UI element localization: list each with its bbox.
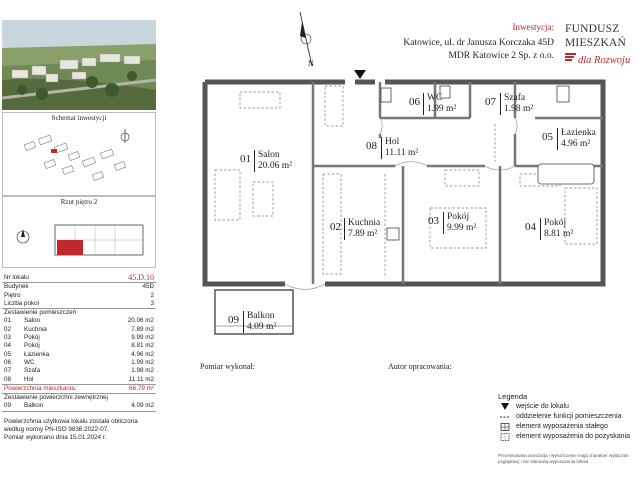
logo-line-2: MIESZKAŃ bbox=[565, 37, 627, 49]
unit-info-table bbox=[2, 274, 156, 443]
table-cell-area: 1.99 m2 bbox=[131, 358, 154, 366]
table-cell-name: Kuchnia bbox=[24, 325, 47, 333]
room-02-name: Kuchnia bbox=[348, 218, 381, 228]
table-cell-area: 9.99 m2 bbox=[131, 334, 154, 342]
legend-title: Legenda bbox=[498, 392, 528, 401]
room-04-number: 04 bbox=[525, 221, 536, 233]
table-row bbox=[2, 367, 156, 375]
dashed-line-icon bbox=[500, 413, 510, 421]
aerial-photo bbox=[2, 20, 156, 110]
table-cell-area: 4.96 m2 bbox=[131, 350, 154, 358]
table-row bbox=[2, 342, 156, 350]
optional-equipment-icon bbox=[500, 433, 510, 441]
table-row bbox=[2, 351, 156, 359]
room-08-number: 08 bbox=[366, 140, 377, 152]
note-line-2: według normy PN-ISO 9836:2022-07. bbox=[4, 426, 110, 434]
table-row bbox=[2, 359, 156, 367]
ext-header: Zestawienie powierzchni zewnętrznej bbox=[4, 394, 108, 402]
table-cell-area: 4.09 m2 bbox=[131, 402, 154, 410]
floor-plan-thumb bbox=[5, 207, 153, 267]
room-03-number: 03 bbox=[428, 215, 439, 227]
room-06-area: 1.99 m² bbox=[427, 104, 457, 114]
table-cell-n: 02 bbox=[4, 325, 12, 333]
floor-value: 2 bbox=[150, 291, 154, 299]
legend-item-optional bbox=[498, 432, 640, 442]
investment-address-block bbox=[388, 37, 554, 63]
table-cell-n: 04 bbox=[4, 342, 12, 350]
table-cell-name: Salon bbox=[24, 317, 41, 325]
table-cell-area: 11.11 m2 bbox=[128, 375, 154, 383]
logo-line-3-wrap bbox=[565, 50, 639, 68]
room-08-area: 11.11 m² bbox=[385, 148, 419, 158]
legend-item-label: wejście do lokalu bbox=[516, 403, 569, 410]
investment-address: Katowice, ul. dr Janusza Korczaka 45D bbox=[403, 38, 554, 48]
room-01-area: 20.06 m² bbox=[258, 161, 292, 171]
table-cell-n: 03 bbox=[4, 334, 12, 342]
table-cell-n: 07 bbox=[4, 367, 12, 375]
legend-item-entrance bbox=[498, 402, 640, 412]
table-cell-name: Szafa bbox=[24, 367, 41, 375]
apartment-floor-plan bbox=[195, 78, 615, 338]
logo-line-1: FUNDUSZ bbox=[565, 23, 620, 35]
total-area-value: 66.79 m² bbox=[129, 384, 154, 392]
table-cell-name: Pokój bbox=[24, 334, 40, 342]
table-cell-n: 06 bbox=[4, 358, 12, 366]
table-cell-area: 7.89 m2 bbox=[131, 325, 154, 333]
room-03-area: 9.99 m² bbox=[447, 223, 477, 233]
room-08-name: Hol bbox=[385, 137, 400, 147]
note-line-1: Powierzchnia użytkowa lokalu została obliczona bbox=[4, 417, 138, 425]
author-label: Autor opracowania: bbox=[388, 362, 452, 371]
table-cell-n: 05 bbox=[4, 350, 12, 358]
room-01-name: Salon bbox=[258, 150, 280, 160]
measured-by-label: Pomiar wykonał: bbox=[200, 362, 255, 371]
legend-item-fixed bbox=[498, 422, 640, 432]
disclaimer-line-2: poglądowy i nie stanowią wyposażenia lokalu. bbox=[498, 458, 590, 464]
table-cell-area: 20.06 m2 bbox=[127, 317, 154, 325]
logo-line-3: dla Rozwoju bbox=[578, 55, 631, 66]
room-05-number: 05 bbox=[542, 131, 553, 143]
table-cell-name: Hol bbox=[24, 375, 34, 383]
rooms-count-value: 3 bbox=[150, 299, 154, 307]
unit-value: 45.D.10 bbox=[128, 273, 154, 282]
table-row bbox=[2, 376, 156, 384]
triangle-icon bbox=[500, 403, 510, 411]
table-cell-n: 01 bbox=[4, 317, 12, 325]
fixed-equipment-icon bbox=[500, 423, 510, 431]
investment-scheme-map bbox=[5, 123, 153, 193]
legend-item-label: element wyposażenia stałego bbox=[516, 423, 608, 430]
unit-label: Nr lokalu bbox=[4, 274, 29, 281]
room-09-area: 4.09 m² bbox=[247, 322, 277, 332]
room-04-area: 8.81 m² bbox=[544, 229, 574, 239]
room-07-name: Szafa bbox=[504, 93, 526, 103]
table-cell-name: Łazienka bbox=[24, 350, 50, 358]
investment-scheme-box bbox=[2, 112, 156, 196]
table-row bbox=[2, 326, 156, 334]
room-05-name: Łazienka bbox=[561, 128, 596, 138]
logo bbox=[565, 22, 639, 68]
north-compass-icon bbox=[290, 8, 330, 70]
table-row bbox=[2, 334, 156, 342]
table-cell-name: WC bbox=[24, 358, 35, 366]
table-cell-n: 09 bbox=[4, 402, 12, 410]
rooms-header: Zestawienie pomieszczeń bbox=[4, 309, 77, 317]
total-area-label: Powierzchnia mieszkania: bbox=[4, 384, 77, 392]
investment-scheme-title: Schemat inwestycji bbox=[51, 114, 107, 122]
table-row bbox=[2, 317, 156, 325]
room-04-name: Pokój bbox=[544, 218, 567, 228]
table-cell-area: 1.98 m2 bbox=[131, 367, 154, 375]
room-01-number: 01 bbox=[240, 153, 251, 165]
room-06-number: 06 bbox=[409, 96, 420, 108]
room-02-area: 7.89 m² bbox=[348, 229, 378, 239]
legend-item-separation bbox=[498, 412, 640, 422]
room-07-number: 07 bbox=[485, 96, 496, 108]
legend bbox=[498, 392, 640, 442]
floor-label: Piętro bbox=[4, 291, 21, 299]
floor-plan-thumb-title: Rzut piętro 2 bbox=[60, 198, 98, 206]
legend-item-label: oddzielenie funkcji pomieszczenia bbox=[516, 413, 622, 420]
room-06-name: WC bbox=[427, 93, 443, 103]
table-cell-area: 8.81 m2 bbox=[131, 342, 154, 350]
floor-plan-thumb-box bbox=[2, 196, 156, 268]
developer-name: MDR Katowice 2 Sp. z o.o. bbox=[448, 51, 554, 61]
north-label: N bbox=[308, 59, 314, 68]
building-label: Budynek bbox=[4, 283, 29, 291]
room-09-name: Balkon bbox=[247, 311, 275, 321]
room-05-area: 4.96 m² bbox=[561, 139, 591, 149]
room-03-name: Pokój bbox=[447, 212, 470, 222]
room-02-number: 02 bbox=[330, 221, 341, 233]
table-cell-n: 08 bbox=[4, 375, 12, 383]
table-cell-name: Balkon bbox=[24, 402, 44, 410]
room-09-number: 09 bbox=[228, 314, 239, 326]
disclaimer-line-1: Prezentowana aranżacja i wykończenie mają charakter wyłącznie bbox=[498, 453, 629, 458]
building-value: 45D bbox=[142, 283, 154, 291]
logo-mark-icon bbox=[565, 53, 576, 61]
rooms-count-label: Liczba pokoi bbox=[4, 299, 40, 307]
legend-item-label: element wyposażenia do pozyskania bbox=[516, 433, 631, 440]
note-line-3: Pomiar wykonano dnia 15.01.2024 r. bbox=[4, 434, 107, 442]
disclaimer bbox=[498, 453, 640, 464]
table-row bbox=[2, 402, 156, 410]
investment-label: Inwestycja: bbox=[512, 22, 554, 32]
room-07-area: 1.98 m² bbox=[504, 104, 534, 114]
table-cell-name: Pokój bbox=[24, 342, 40, 350]
